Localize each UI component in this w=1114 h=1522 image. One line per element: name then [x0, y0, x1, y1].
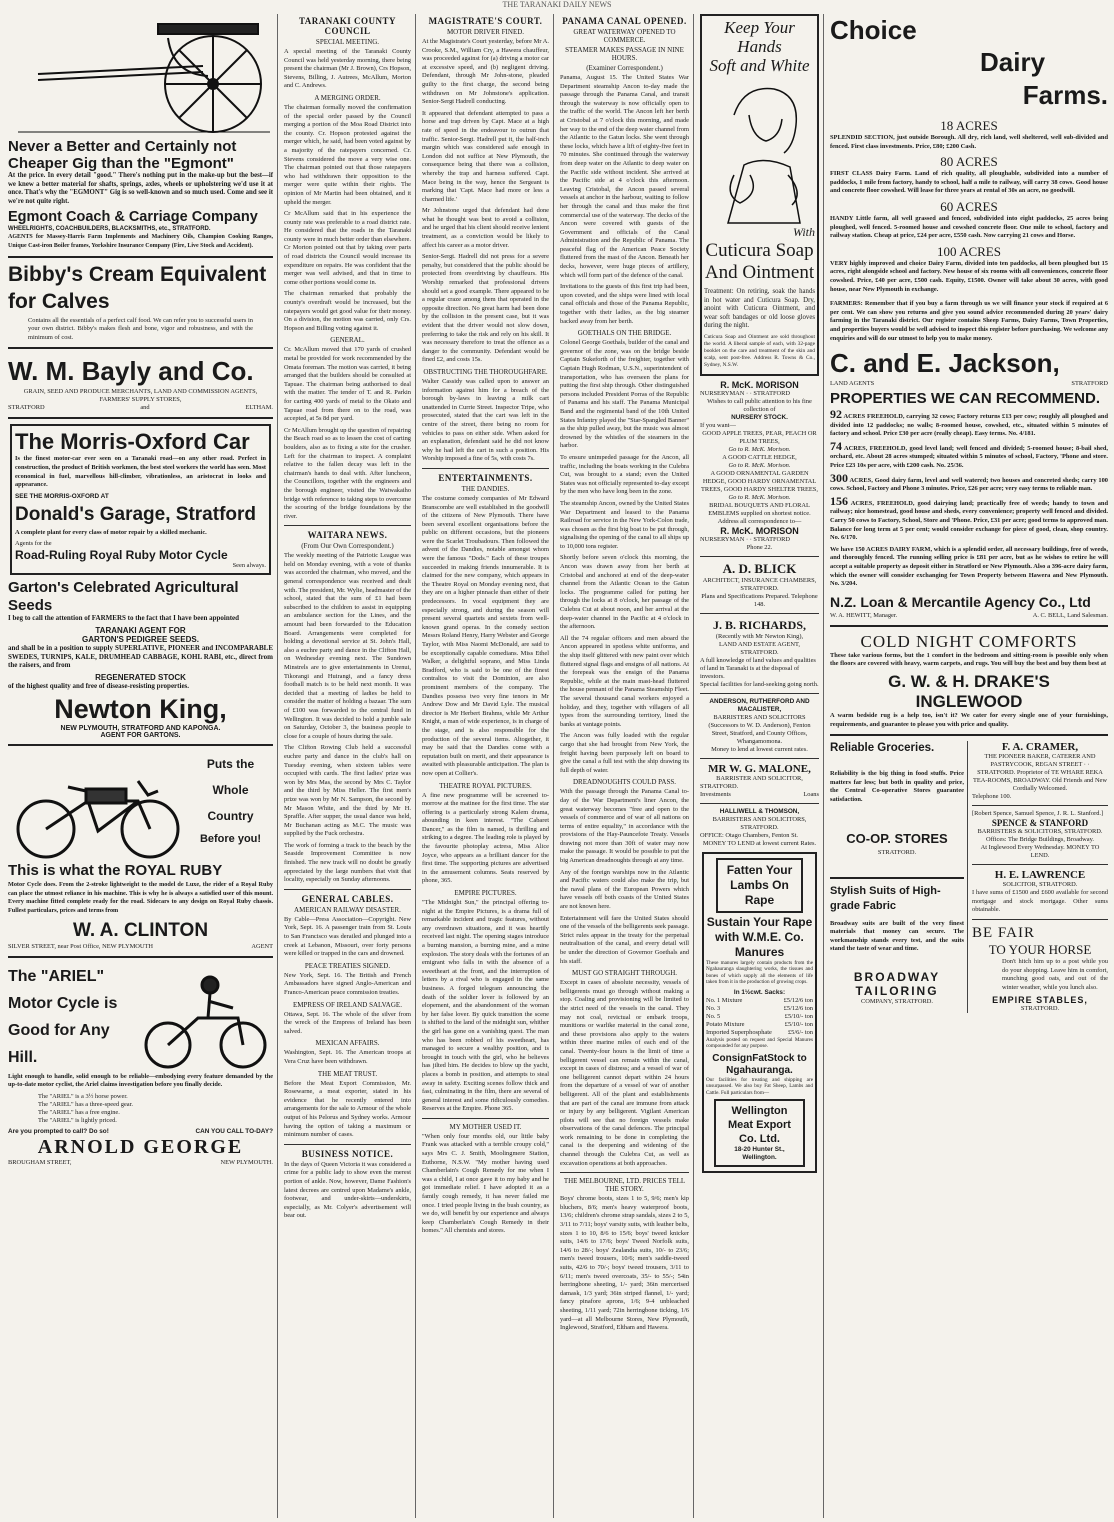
ruby-side-text — [188, 751, 273, 861]
morison-2-role: NURSERYMAN · · STRATFORD — [700, 535, 791, 543]
property-156-text: ACRES, FREEHOLD, good dairying land; practically free of weeds; handy to town and railway; nice homestead, good house and sheds, every convenience; property well fenced and divided. Carry 50 cows to Factory, School, Store and 'Phone. Price, £31 per acre; good terms to approved man. Balance for long term at 5 per cent; would consider exchange for piece of good, clean, shop country. — [830, 499, 1108, 533]
farm-100-head: 100 ACRES — [937, 243, 1001, 259]
morison-1-item-3: A GOOD ORNAMENTAL GARDEN HEDGE, GOOD HARDY ORNAMENTAL TREES, GOOD HARDY SHELTER TREES, — [701, 469, 818, 493]
nz-loan-name-1: W. A. HEWITT, Manager. — [830, 611, 898, 619]
theatre-royal-para: A fine new programme will be screened to-morrow at the matinee for the first time. The star offering is a particularly strong Kalem drama, abounding in keen interest. "The Cabaret Dancer," as the film is named, is thrilling and striking to a degree. The leading role is played by the favourite photoplay actress, Miss Alice Joyce, who appears as a brilliant dancer for the first time. The supporting pictures are advertised in the amusement columns. Seats reserved by phone, 365. — [422, 791, 549, 885]
manure-1-price: £5/12/6 ton — [783, 996, 813, 1004]
property-74-no: No. 25/36. — [936, 462, 964, 470]
peace-treaties-para: New York, Sept. 16. The British and French Ambassadors have signed Anglo-American and Franco-American peace commission treaties. — [284, 971, 411, 996]
lawrence-role: SOLICITOR, STRATFORD. — [1002, 881, 1078, 889]
blick-head: A. D. BLICK — [722, 560, 797, 576]
general-subheading: GENERAL. — [330, 336, 365, 345]
waitara-correspondent: (From Our Own Correspondent.) — [301, 542, 394, 551]
ariel-prompt-row — [8, 1128, 273, 1136]
property-150 — [830, 546, 1108, 589]
suits-headline: Stylish Suits of High-grade Fabric — [830, 884, 941, 912]
column-advertisements-1 — [4, 14, 278, 1518]
cuticura-ad — [700, 14, 819, 376]
cramer-headline: F. A. CRAMER, — [1001, 741, 1079, 754]
cuticura-small: Cuticura Soap and Ointment are sold throughout the world. A liberal sample of each, with 32-page booklet on the care and treatment of the skin and scalp, sent post-free. Address R. Towns & Co., Sydney, N.S.W. — [704, 333, 815, 368]
morison-1-goto-3: Go to R. McK. Morison. — [728, 493, 791, 501]
sustain-line-2: with W.M.E. Co. — [715, 929, 804, 944]
masthead: THE TARANAKI DAILY NEWS — [502, 0, 612, 9]
spence-names: [Robert Spence, Samuel Spence, J. R. L. Stanford.] — [972, 810, 1104, 818]
jackson-role — [830, 380, 1108, 388]
panama-para-5: The steamship Ancon, owned by the United States War Department and leased to the Panama Railroad for service in the New York-Colon trade, was chosen as the first big boat to be put through, signalising the opening of the canal to all ships up to 10,000 tons register. — [560, 499, 689, 550]
empress-salvage-subheading: EMPRESS OF IRELAND SALVAGE. — [293, 1000, 402, 1009]
ariel-body: Light enough to handle, solid enough to be reliable—embodying every feature demanded by the up-to-date motor cyclist, the Ariel claims investigation before you finally decide. — [8, 1072, 273, 1089]
super-row — [706, 1029, 813, 1037]
ariel-prompt: Are you prompted to call? Do so! — [8, 1127, 109, 1135]
property-92-text: ACRES FREEHOLD, carrying 32 cows; Factory returns £13 per cow; roughly all ploughed and divided into 12 paddocks; no walls; 8-roomed house, cowshed, etc., situated within 5 minutes of factory and school. Price £30 per acre (really cheap). Easy terms. — [830, 413, 1109, 438]
special-meeting-subheading: SPECIAL MEETING. — [315, 38, 380, 46]
bayly-town-3: ELTHAM. — [245, 404, 273, 412]
super-price: £5/6/- ton — [787, 1028, 813, 1036]
business-notice-heading: BUSINESS NOTICE. — [301, 1148, 394, 1159]
column-news-magistrates-court — [418, 14, 554, 1518]
bibby-body: Contains all the essentials of a perfect calf food. We can refer you to successful users in your own district. Bibby's makes flesh and bone, vigor and robustness, and with the minimum of cost. — [28, 316, 253, 341]
newton-headline: Newton King, — [54, 694, 227, 725]
melbourne-subheading: THE MELBOURNE, LTD. PRICES TELL THE STORY. — [563, 1177, 686, 1194]
halliwell-money: MONEY TO LEND at lowest current Rates. — [702, 839, 817, 847]
bibby-headline: Bibby's Cream Equivalent — [8, 262, 267, 286]
bottom-left-ads — [830, 741, 968, 1013]
wme-box — [714, 1099, 805, 1167]
horse-headline-1: BE FAIR — [972, 924, 1035, 941]
magistrates-court-heading: MAGISTRATE'S COURT. — [428, 16, 543, 26]
egmont-trades: WHEELRIGHTS, COACHBUILDERS, BLACKSMITHS, etc., STRATFORD. — [8, 226, 211, 233]
county-council-para-4: The chairman remarked that probably the county's overdraft would be increased, but the ratepayers would get good value for their money. On a division, the motion was carried, only Crs. Hopson and Billing voting against it. — [284, 290, 411, 332]
business-notice-para: In the days of Queen Victoria it was considered a crime for a public lady to show even the merest portion of ankle. Now, however, Dame Fashion's latest decrees are centred upon Madame's ankle, footwear, and under-skirts—underskirts, especially, as Mr. Colyer's advertisement will bear out. — [284, 1160, 411, 1220]
fatten-line-2: Lambs On — [730, 877, 789, 892]
county-council-para-1: A special meeting of the Taranaki County Council was held yesterday morning, there being present the chairman (Mr J. Brown), Crs Hopson, Stevens, Billing, J. Autrees, McAllum, Morton and C. Andrews. — [284, 48, 411, 90]
egmont-company: Egmont Coach & Carriage Company — [8, 209, 258, 226]
garton-body-2: and shall be in a position to supply SUPERLATIVE, PIONEER and INCOMPARABLE SWEDES, TURNIPS, KALE, DRUMHEAD CABBAGE, KOHL RABI, etc., direct from the raisers, and from — [8, 643, 273, 670]
malone-head: MR W. G. MALONE, — [708, 762, 811, 775]
panama-para-3: Colonel George Goethals, builder of the canal and governor of the zone, was on the bridge beside Captain Sukeforth of the freighter, together with Captain Hugh Rodman, U.S.N., superintendent of transportation, who has overseen the plans for putting the first ship through. Other distinguished persons included President Porras of the Republic of Panama and his staff. The Panama Municipal Band and the regimental band of the 10th United States Infantry played the "Star-Spangled Banner" as the ship pulled away, but the music was almost drowned by the whistles of the steamers in the harbor. — [560, 339, 689, 450]
morison-1-role: NURSERYMAN · · STRATFORD — [700, 389, 791, 397]
anderson-role: BARRISTERS AND SOLICITORS (Successors to W. D. Anderson), Fenton Street, Stratford, and County Offices, Whangamomona. — [708, 713, 811, 745]
ariel-item-1: The "ARIEL" is a 3½ horse power. — [38, 1092, 128, 1100]
sustain-analysis: Analysis posted on request and Special Manures compounded for any purpose. — [706, 1036, 813, 1050]
manure-4-name: Potato Mixture — [706, 1020, 745, 1028]
bottom-ads — [830, 741, 1108, 1013]
morison-1-goto-1: Go to R. McK. Morison. — [728, 445, 791, 453]
panama-para-1: Panama, August 15. The United States War Department steamship Ancon to-day made the passage through the Panama Canal, and transit through the waterway is now officially open to the traffic of the world. The Ancon left her berth at Cristobal at 7 o'clock this morning, and made her way to the end of the deep water channel from the Atlantic to the Gatun locks. She went through these locks, which have a lift of eighty-five feet in 70 minutes. She continued through the waterway from deep water on the Atlantic to deep water on the Pacific side without incident. She arrived at the Pacific side at 4 o'clock this afternoon. Leaving Cristobal, the Ancon passed several vessels at anchor in the harbour, waiting to follow her through the canal and thus make the first commercial use of the waterway. The decks of the Ancon were covered with guests of the Government and officials of the Canal Administration and the Republic of Panama. The peaceful flag of the American Peace Society fluttered from the mast of the Ancon. Beneath her decks, however, were huge pieces of artillery, which will form part of the defence of the canal. — [560, 74, 689, 279]
ariel-item-2: The "ARIEL" has a three-speed gear. — [38, 1100, 134, 1108]
panama-correspondent: (Examiner Correspondent.) — [586, 64, 663, 72]
obstructing-subheading: OBSTRUCTING THE THOROUGHFARE. — [423, 367, 548, 376]
drake-headline: G. W. & H. DRAKE'S — [888, 671, 1050, 691]
morison-1-item-2: A GOOD CATTLE HEDGE, — [722, 453, 797, 461]
ruby-side-4: Before you! — [199, 833, 262, 846]
property-92-acres: 92 — [830, 407, 842, 422]
reliable-body: Reliability is the big thing in food stuffs. Price matters far less; but both in quality and price, the Central Co-operative Stores guarantee satisfaction. — [830, 770, 964, 803]
morison-1-head: R. McK. MORISON — [720, 379, 799, 390]
morris-oxford-ad — [10, 424, 271, 575]
property-74 — [830, 438, 1108, 471]
gig-illustration — [8, 14, 274, 138]
newton-towns: NEW PLYMOUTH, STRATFORD AND KAPONGA. — [60, 725, 221, 733]
sustain-sacks: In 1½cwt. Sacks: — [733, 988, 786, 996]
lawrence-headline: H. E. LAWRENCE — [994, 869, 1086, 882]
theatre-royal-subheading: THEATRE ROYAL PICTURES. — [439, 781, 532, 790]
dairy-headline: Dairy — [980, 47, 1046, 77]
wme-line-3: Co. Ltd. — [739, 1133, 780, 1146]
dreadnoughts-subheading: DREADNOUGHTS COULD PASS. — [572, 778, 676, 787]
suits-body: Broadway suits are built of the very finest materials that money can secure. The workmanship stands every test, and the suits stand the taste of wear and time. — [830, 919, 964, 953]
morison-2-phone: Phone 22. — [746, 543, 773, 551]
arnold-address — [8, 1159, 273, 1167]
sustain-line-1: Sustain Your Rape — [706, 914, 813, 929]
ariel-call: CAN YOU CALL TO-DAY? — [195, 1127, 273, 1135]
panama-subheading-1: GREAT WATERWAY OPENED TO COMMERCE. — [573, 28, 676, 44]
manure-row-2 — [706, 1005, 813, 1013]
horse-headline-2: TO YOUR HORSE — [988, 941, 1092, 957]
panama-para-7: All the 74 regular officers and men aboard the Ancon appeared in spotless white uniforms, and the ship itself glittered with new paint over which fluttered signal flags and ensigns of all nations. At the forepeak was the ensign of the Panama Republic, while at the main mast-head fluttered the house pennant of the Panama Steamship Fleet. The several thousand canal workers enjoyed a holiday, and they, together with villagers of all types from the surrounding territory, lined the banks at vantage points. — [560, 634, 689, 728]
clinton-addr: SILVER STREET, near Post Office, NEW PLYMOUTH — [8, 942, 154, 950]
county-council-para-6: Cr McAllum brought up the question of repairing the Beach road so as to lessen the cost of carting boulders, also as to fixing a site for the crusher. Left for the chairman to inspect. A complaint relative to the fallen decay was left in the chairman's hands to deal with. After luncheon, the Councillors, together with the engineers and the borough engineer, visited the Waiwakaiho bridge with reference to taking steps to overcome the scouring of the bridge foundations by the river. — [284, 426, 411, 520]
property-300 — [830, 470, 1108, 494]
reliable-headline: Reliable Groceries. — [830, 742, 935, 755]
property-156 — [830, 493, 1108, 543]
column-advertisements-2 — [696, 14, 824, 1518]
blick-role: ARCHITECT, INSURANCE CHAMBERS, STRATFORD. — [702, 576, 817, 592]
drake-body: A warm bedside rug is a help too, isn't it? We cater for every single one of your furnishings, requirements, and guarantee to please you with price and quality. — [830, 711, 1108, 728]
cuticura-headline-1: Keep Your Hands — [724, 18, 795, 56]
panama-heading: PANAMA CANAL OPENED. — [562, 16, 687, 26]
richards-head: J. B. RICHARDS, — [712, 617, 806, 632]
court-para-4: Senior-Sergt. Hadrell did not press for a severe penalty, but considered that the public should be protected from overdriving by chauffeurs. His Worship remarked that professional drivers should set a good example. There appeared to be a regular craze among them that operated in the opposite direction. No great harm had been done by the collision in the present case, but it was evident that the driver would not slow down, preferring to take the risk and rely on his skill. It was necessary therefore to treat the offence as a danger to the community. Defendant would be fined £2, and costs 15s. — [422, 253, 549, 364]
broadway-headline: BROADWAY TAILORING — [853, 969, 941, 998]
garton-pedigree: GARTON'S PEDIGREE SEEDS. — [82, 634, 199, 644]
jackson-role-2: STRATFORD — [1071, 380, 1108, 388]
jackson-headline: C. and E. Jackson, — [830, 348, 1060, 379]
ariel-item-3: The "ARIEL" has a free engine. — [38, 1108, 120, 1116]
donald-body: A complete plant for every class of motor repair by a skilled mechanic. — [15, 528, 207, 536]
fatten-line-1: Fatten Your — [726, 862, 793, 877]
richards-sub: (Recently with Mr Newton King), — [715, 632, 804, 640]
mexican-affairs-subheading: MEXICAN AFFAIRS. — [315, 1039, 380, 1048]
mexican-affairs-para: Washington, Sept. 16. The American troops at Vera Cruz have been withdrawn. — [284, 1049, 411, 1065]
goethals-subheading: GOETHALS ON THE BRIDGE. — [577, 329, 672, 338]
newton-agent: AGENT FOR GARTONS. — [100, 732, 181, 740]
morison-1-body: Wishes to call public attention to his fine collection of — [707, 397, 812, 413]
property-92 — [830, 407, 1109, 439]
clinton-headline: W. A. CLINTON — [72, 919, 209, 941]
ariel-head-3: Good for Any — [8, 1021, 110, 1039]
cramer-phone: Telephone 100. — [972, 793, 1012, 801]
panama-para-4: To ensure unimpeded passage for the Ancon, all traffic, including the boats working in the Culebra Cut, was brought to a stand; even the United States was not officially represented to-day except by the men who have long been in the zone. — [560, 453, 689, 496]
farm-18-head: 18 ACRES — [940, 118, 998, 133]
waitara-news-heading: WAITARA NEWS. — [307, 530, 388, 541]
arnold-street: BROUGHAM STREET, — [8, 1158, 72, 1166]
consign-body: Our facilities for treating and shipping are unsurpassed. We also buy Fat Sheep, Lambs and Cattle. Full particulars from— — [706, 1076, 813, 1096]
malone-inv-2: Loans — [803, 790, 819, 798]
waitara-para-1: The weekly meeting of the Patriotic League was held on Monday evening, with a vote of thanks was accorded the chairman, who moved, and the general correspondence was received and dealt with. The president, Mr. Wylie, headmaster of the school, stated that the sum of £1 had been subscribed to the children to assist in equipping an ambulance section for the Lines, and the amount had been forwarded to the Education Board. Arrangements were completed for holding a devotional service at St. John's Hall, also a euchre party and dance in the Clifton Hall, on Wednesday evening next. The Sundown Minstrels are to give entertainments in Urenui, Tikorangi and Huirangi, and a fancy dress football match is to be held next month. It was decided that a meeting of ladies be held to consider the matter of holding a bazaar. The sum of £100 was forwarded to the central fund in Wellington. It was decided to hold a jumble sale on Saturday, October 3, the business people to close for a couple of hours during the sale. — [284, 552, 411, 740]
panama-para-8: The Ancon was fully loaded with the regular cargo that she had brought from New York, the freight having been purposely left on board to give the canal a full test with the ship drawing its full depth of water. — [560, 732, 689, 774]
manure-1-name: No. 1 Mixture — [706, 996, 743, 1004]
merging-order-subheading: A MERGING ORDER. — [314, 93, 381, 102]
anderson-money: Money to lend at lowest current rates. — [711, 745, 808, 753]
bayly-body: GRAIN, SEED AND PRODUCE MERCHANTS, LAND AND COMMISSION AGENTS, FARMERS' SUPPLY STORES, — [23, 388, 258, 404]
farms-headline: Farms. — [1022, 80, 1108, 110]
wme-line-1: Wellington — [731, 1105, 788, 1118]
stables-headline: EMPIRE STABLES, — [992, 995, 1088, 1006]
cramer-body: THE PIONEER BAKER, CATERER AND PASTRYCOOK, REGAN STREET · · STRATFORD. Proprietor of TE WHARE REKA TEA-ROOMS, BROADWAY. Old Friends and New Cordially Welcomed. — [972, 753, 1108, 793]
cold-body: These take various forms, but the 1 comfort in the bedroom and sitting-room is possible only when the floors are covered with heavy, warm carpets, and rugs. You will buy the best and buy them best at — [830, 651, 1108, 668]
ruby-side-1: Puts the — [206, 757, 255, 772]
wme-addr: 18-20 Hunter St., Wellington. — [734, 1146, 785, 1162]
manure-row-1 — [706, 997, 813, 1005]
farm-80-body: FIRST CLASS Dairy Farm. Land of rich quality, all ploughable, subdivided into a number of paddocks, 1 mile from factory, handy to school, half a mile to railway, will carry 38 cows. Good house and concrete floor cowshed. Will lease for three years at rental of 30s an acre, no goodwill. — [830, 170, 1108, 195]
donald-ruby: Road-Ruling Royal Ruby Motor Cycle — [15, 548, 228, 563]
clinton-row — [8, 943, 273, 951]
super-name: Imported Superphosphate — [706, 1028, 772, 1036]
county-council-para-5: Cr. McAllum moved that 170 yards of crushed metal be provided for work recommended by the Omata foreman. The motion was carried, it being arranged that the builders should be consulted at Tapuae. The chairman being authorised to deal with the matter. The tender of T. and R. Parkin for carting 400 yards of metal to the Okato and Tapuae road from there on to the road, was accepted, at 5s 8d per yard. — [284, 346, 411, 423]
ruby-side-3: Country — [207, 809, 254, 824]
coop-town: STRATFORD. — [877, 848, 917, 856]
broadway-town: COMPANY, STRATFORD. — [861, 997, 933, 1005]
coop-headline: CO-OP. STORES — [846, 830, 948, 846]
garton-quality: of the highest quality and free of disease-resisting properties. — [8, 681, 190, 690]
column-advertisements-3 — [826, 14, 1112, 1518]
halliwell-office: OFFICE: Otago Chambers, Fenton St. — [700, 831, 798, 839]
panama-para-12: Except in cases of absolute necessity, vessels of belligerents must go through without making a stop. Coaling and provisioning will be limited to the strict need of the vessels in the canal. They may not coal, revictual or embark troops, munitions or warlike material in the canal zone, and these provisions also apply to the waters within three marine miles of each end of the canal. Twenty-four hours is the limit of time a belligerent vessel can remain within the canal, except in cases of distress; and a vessel of war of one belligerent cannot depart within 24 hours from the departure of a vessel of war of another belligerent. All of the plant and establishments that are part of the canal are immune from attack or injury by any belligerent. Vigilant American pilots will see that no foreign vessels make observations of the canal defences. The principal work remaining to be done in completing the canal is the deepening and widening of the channel through the Culebra Cut, as well as excavation operations at both approaches. — [560, 979, 689, 1167]
bibby-headline-2: for Calves — [8, 289, 110, 313]
spence-role: BARRISTERS & SOLICITORS, STRATFORD. — [977, 828, 1103, 836]
panama-subheading-2: STEAMER MAKES PASSAGE IN NINE HOURS. — [565, 46, 684, 62]
straight-through-subheading: MUST GO STRAIGHT THROUGH. — [571, 969, 677, 978]
morris-body: Is the finest motor-car ever seen on a Taranaki road—on any other road. Perfect in construction, the product of British workmen, the best steel workers the world has seen. Most economical in fuel, marvellous hill-climber, vibrationless, an aristocrat in looks and appearance. — [15, 455, 266, 489]
empress-salvage-para: Ottawa, Sept. 16. The whole of the silver from the wreck of the Empress of Ireland has been salved. — [284, 1010, 411, 1035]
clinton-agent: AGENT — [251, 942, 273, 950]
stables-town: STRATFORD. — [1020, 1005, 1060, 1013]
woman-illustration — [704, 75, 822, 225]
drake-town: INGLEWOOD — [915, 691, 1023, 711]
empire-pictures-para: "The Midnight Sun," the principal offering to-night at the Empire Pictures, is a drama full of remarkable incident and tragic features, without any overdrawn situations, and it was heartily received last night. The opening stages introduce a burning mansion, a burning mine, and a mine explosion. The story deals with the fortunes of an emigrant who falls in with the absence of a sweetheart at the front, and the interruption of letters by a rival who is engaged in the same business. A forged telegram announcing the death of the soldier lover is followed by an elopement, and the abandonment of the woman by her false lover. By quick transition the scene is shifted to the land of the midnight sun, whither the girl has gone on a vanishing quest. The man who has been robbed of his sweetheart, has managed to secure a wealthy position, and is brought in touch with the girl, who he believes has jilted him. He decides to blow up the yacht, places a bomb in position, and attempts to steal away in safety. Exciting scenes follow thick and fast, culminating in the film, there are several of general interest and some ridiculously comedies. Reserves at the Empire. Phone 365. — [422, 899, 549, 1113]
spence-inglewood: At Inglewood Every Wednesday. MONEY TO LEND. — [980, 844, 1100, 860]
nz-loan-headline: N.Z. Loan & Mercantile Agency Co., Ltd — [830, 593, 1091, 610]
morison-1-stock: NURSERY STOCK. — [731, 413, 788, 421]
nz-loan-name-2: A. C. BELL, Land Salesman. — [1032, 611, 1108, 619]
ariel-head-4: Hill. — [8, 1048, 38, 1066]
my-mother-subheading: MY MOTHER USED IT. — [449, 1122, 522, 1131]
farm-100-body: VERY highly improved and choice Dairy Farm, divided into ten paddocks, all been ploughed but 15 acres, right alongside school and factory. New house of six rooms with all conveniences, concrete floor cowshed. Price, £40 per acre, £500 cash. Equity, £1500. Owner will take about 30 acres, with good house, near New Plymouth in exchange. — [830, 259, 1108, 293]
court-para-5: Walter Cassidy was called upon to answer an information against him for a breach of the borough by-laws in leaving a milk cart unattended in Currie Street. Inspector Tripe, who prosecuted, stated that the cart was left in the centre of the street, there being no room for vehicles to pass on either side. When asked for an explanation, defendant said he did not know why he had left the cart in such a position. His Worship imposed a fine of 5s, with costs 7s. — [422, 377, 549, 463]
county-council-para-3: Cr McAllum said that in his experience the county rate was preferable to a road district rate. He considered that the roads in the Taranaki county were in much better order than elsewhere. Cr Morton pointed out that by taking over parts of road districts the Council would increase its expenditure on repairs. He was confident that the merger was well advised, and that in time to come other portions would come in. — [284, 210, 411, 286]
panama-para-2: Invitations to the guests of this first trip had been, upon coveted, and the ships were lined with local canal officials and those of the Panama Republic, together with their ladies, as the big steamer backed away from her berth. — [560, 283, 689, 325]
bayly-town-2: and — [140, 404, 150, 412]
waitara-para-2: The Clifton Rowing Club held a successful euchre party and dance in the club's hall on Tuesday evening, when sixteen tables were occupied with cards. The first ladies' prize was won by Mrs Mas, the second by Mrs C. Taylor and the third by Miss Heller. The first men's prize was won by Mr N. Sampson, the second by Mr Mason White, and the third by Mr H. Spraffle. After supper, the usual dance was held, Mr Buchanan acting as M.C. The music was supplied by the Fuck orchestra. — [284, 744, 411, 838]
manure-row-3 — [706, 1013, 813, 1021]
morison-1-goto-2: Go to R. McK. Morison. — [728, 461, 791, 469]
ariel-ad — [8, 963, 273, 1073]
court-para-3: Mr Johnstone urged that defendant had done what he thought was best to avoid a collision, and he urged that his client should receive lenient treatment, as a conviction would be likely to affect his career as a motor driver. — [422, 207, 549, 249]
richards-body: A full knowledge of land values and qualities of land in Taranaki is at the disposal of investors. — [700, 656, 816, 680]
garton-headline-2: Seeds — [8, 597, 53, 615]
wme-line-2: Meat Export — [728, 1119, 791, 1132]
lawrence-body: I have sums of £1500 and £600 available for second mortgage and stock mortgage. Other sums obtainable. — [972, 889, 1108, 914]
court-para-1: At the Magistrate's Court yesterday, before Mr A. Crooke, S.M., William Cry, a Hawera chauffeur, was proceeded against for (a) driving a motor car at excessive speed, and (b) negligent driving. Defendant, through Mr John-stone, pleaded guilty to the first charge, the second being withdrawn on Mr Johnstone's application. Senior-Sergt Hadrell conducting. — [422, 38, 549, 106]
morris-headline: The Morris-Oxford Car — [15, 429, 250, 455]
property-300-text: ACRES, Good dairy farm, level and well watered; two houses and concreted sheds; carry 100 cows. School, Factory and Phone 3 minutes. Price, £26 per acre; very easy terms to reliable man. — [830, 476, 1108, 493]
egmont-agents: AGENTS for Massey-Harris Farm Implements and Machinery Oils, Champion Cooking Ranges, Unique Cast-iron Boiler frames, Yorkshire Insurance Company (Fire, Live Stock and Accident). — [8, 234, 273, 249]
egmont-body: At the price. In every detail "good." There's nothing put in the make-up but the best—if we knew a better material for shafts, springs, axles, wheels or upholstering we'd use it at once. That's why the "EGMONT" Gig is so well-known and so much used. Come and see it we're not quite right. — [8, 172, 273, 205]
ruby-body: Motor Cycle does. From the 2-stroke lightweight to the model de Luxe, the rider of a Royal Ruby can place the utmost reliance in his machine. This is why he is always a satisfied user of this mount. Every machine fitted complete ready for the road. Sidecars to any design on Royal Ruby chassis. Fullest particulars, prices and terms from — [8, 881, 273, 915]
panama-para-11: Entertainment will fare the United States should one of the vessels of the belligerents seek passage. Strict rules appear in the treaty for the perpetual neutralisation of the canal, and every detail will be under the direction of Governor Goethals and his staff. — [560, 914, 690, 965]
property-156-no: No. 6/170. — [830, 534, 858, 542]
richards-special: Special facilities for land-seeking going north. — [700, 680, 819, 688]
donald-agents: Agents for the — [15, 540, 52, 548]
malone-role: BARRISTER AND SOLICITOR, — [716, 774, 803, 782]
manure-3-price: £5/10/- ton — [784, 1012, 813, 1020]
egmont-headline: Never a Better and Certainly not Cheaper Gig than the "Egmont" — [8, 138, 237, 172]
morison-1-item-1: GOOD APPLE TREES, PEAR, PEACH OR PLUM TREES, — [702, 429, 817, 445]
donald-always: Seen always. — [232, 562, 266, 570]
cuticura-with: With — [792, 225, 815, 239]
entertainments-heading: ENTERTAINMENTS. — [438, 472, 533, 483]
motor-driver-fined-subheading: MOTOR DRIVER FINED. — [446, 28, 525, 36]
recommend-headline: PROPERTIES WE CAN RECOMMEND. — [830, 390, 1101, 408]
malone-inv-1: Investments — [700, 790, 731, 798]
railway-disaster-subheading: AMERICAN RAILWAY DISASTER. — [294, 905, 401, 914]
spence-office: Offices: The Bridge Buildings, Broadway. — [986, 836, 1094, 844]
sustain-body: These manures largely contain products from the Ngahauranga slaughtering works, the tissues and bones of which supply all the elements of life taken from it in the production of growing crops. — [706, 959, 813, 986]
wme-ad — [702, 852, 817, 1174]
dandies-para: The costume comedy companies of Mr Edward Branscombe are well established in the goodwill of the citizens of New Plymouth. There have been several excellent organisations before the public on different occasions, but the pioneers were the Scarlet Troubadours. Then followed the advent of the Dandies, notable amongst whom were the famous "Dods." Each of these troupes succeeded in making friends innumerable. It is claimed for the new company, which appears in the Theatre Royal on Monday evening next, that they are on a higher pinnacle than either of their predecessors. In vocal equipment they are especially strong, and during the season will present several quartets and sextets from well-known grand operas. In the comedy section Messrs Roland Henry, Harry Webster and George Taylor, with Miss Naomi McDonald, are said to be exceptionally capable comedians. Miss Ethel Walker, a delightful soprano, and Miss Linda Bradford, who is said to be one of the finest contraltos to visit the Dominion, are also prominent members of the company. The Dandies possess two very fine tenors in Mr Andrew Dow and Mr David Lyle. The musical director is Mr Herbert Brahms, while Mr Arthur Knight, a man of wide experience, is in charge of the stage, and is also responsible for the production of the several items. Altogether, it may be said that the Dandies come with a reputation built on merit, and their appearance is awaited with pleasurable anticipation. The plan is now open at Collier's. — [422, 494, 549, 777]
farmers-body: FARMERS: Remember that if you buy a farm through us we will finance your stock if required at 6 per cent. We can show you returns and give you sound advice recommended during 20 years' dairy farming in the Taranaki district. Our register contains Sheep Farms, Dairy Farms, Town Properties, and properties buyers would be well advised to inspect this register before purchasing. We welcome any enquiries and will do our utmost to help you to make money. — [830, 300, 1108, 342]
morison-1-want: If you want— — [700, 421, 736, 429]
column-news-panama — [556, 14, 694, 1518]
garton-headline: Garton's Celebrated Agricultural — [8, 579, 239, 597]
horse-body: Don't hitch him up to a post while you do your shopping. Leave him in comfort, munching good oats, and out of the winter weather, while you lunch also. — [1002, 957, 1108, 991]
meat-trust-para: Before the Meat Export Commission, Mr. Rosewarne, a meat exporter, stated in his evidence that he recently entered into arrangements for the sale to Armour of the whole output of his Pelorus and Sydney works. Armour having the option of taking a maximum or minimum number of cases. — [284, 1079, 411, 1139]
county-council-para-2: The chairman formally moved the confirmation of the special order passed by the Council merging a portion of the Moa Road District into the county. Cr. Hopson protested against the merger which, he said, had been voted against by a majority of the ratepayers concerned. Cr. Stevens considered the move a very wise one. The chairman pointed out that those ratepayers who had withdrawn their opposition to the merger were quite within their rights. The opinion of Mr Martin had been obtained, and it upheld the merger. — [284, 103, 411, 206]
richards-role: LAND AND ESTATE AGENT, STRATFORD. — [718, 640, 801, 656]
manure-2-price: £5/12/6 ton — [783, 1004, 813, 1012]
bayly-town-1: STRATFORD — [8, 404, 45, 412]
peace-treaties-subheading: PEACE TREATIES SIGNED. — [304, 961, 391, 970]
anderson-head: ANDERSON, RUTHERFORD AND MACALISTER, — [709, 697, 810, 713]
sustain-line-3: Manures — [734, 944, 785, 959]
fatten-box — [716, 858, 803, 913]
manure-4-price: £5/10/- ton — [784, 1020, 813, 1028]
jackson-role-1: LAND AGENTS — [830, 380, 875, 388]
property-74-acres: 74 — [830, 438, 842, 453]
garton-body-1: I beg to call the attention of FARMERS to the fact that I have been appointed — [8, 614, 240, 623]
fatten-line-3: Rape — [744, 892, 775, 907]
manure-3-name: No. 5 — [706, 1012, 721, 1020]
cuticura-soap: Cuticura Soap — [705, 240, 814, 261]
donald-headline: Donald's Garage, Stratford — [15, 503, 257, 525]
county-council-heading: TARANAKI COUNTY COUNCIL — [298, 16, 397, 36]
property-156-acres: 156 — [830, 493, 848, 508]
cuticura-body: Treatment: On retiring, soak the hands in hot water and Cuticura Soap. Dry, anoint with Cuticura Ointment, and wear soft bandages or old loose gloves during the night. — [704, 288, 815, 330]
panama-para-6: Shortly before seven o'clock this morning, the Ancon was drawn away from her berth at Cristobal and anchored at end of the deep-water channel from the Atlantic Ocean to the Gatun locks. The programme called for putting her through the locks at 8 o'clock, her passage of the Culebra Cut at about noon, and her arrival at the deep-water channel in the Pacific at 4 o'clock in the afternoon. — [560, 554, 689, 631]
arnold-headline: ARNOLD GEORGE — [37, 1135, 244, 1158]
empire-pictures-subheading: EMPIRE PICTURES. — [454, 889, 517, 898]
farm-18-body: SPLENDID SECTION, just outside Borough. All dry, rich land, well sheltered, well sub-divided and fenced. First class investments. Price, £80; £200 Cash. — [830, 134, 1108, 150]
nz-loan-names — [830, 612, 1108, 620]
choice-headline: Choice — [830, 15, 917, 45]
my-mother-para: "When only four months old, our little baby Frank was attacked with a terrible croupy cold," says Mrs C. J. Smith, Moolingmere Station, Euthorne, N.S.W. "My mother having used Chamberlain's Cough Remedy for me when I was a child, I at once gave it to my baby and he got immediate relief. I have adopted it as a family cough remedy, it has never failed me once. I tried people living in the bush country, as we do, will benefit by our experience and always keep Chamberlain's Cough Remedy in their homes." All chemists and stores. — [422, 1132, 549, 1235]
waitara-para-3: The work of forming a track to the beach by the Seaside Improvement Committee is now finished. The new track will no doubt be greatly appreciated by the large numbers that visit that locality, especially on Sunday afternoons. — [284, 841, 411, 884]
garton-agent: TARANAKI AGENT FOR — [95, 625, 186, 635]
blick-body: Plans and Specifications Prepared. Telephone 148. — [701, 592, 818, 608]
farm-60-head: 60 ACRES — [940, 198, 998, 214]
cuticura-ointment: And Ointment — [704, 262, 815, 283]
malone-inv — [700, 791, 819, 799]
property-92-no: No. 4/181. — [1008, 430, 1036, 438]
farm-80-head: 80 ACRES — [940, 154, 998, 170]
property-150-no: No. 3/204. — [830, 580, 858, 588]
property-150-text: We have 150 ACRES DAIRY FARM, which is a splendid order, all necessary buildings, free of weeds, and thoroughly fenced. The running selling price is £81 per acre, but as he wishes to retire he will accept a suitable property as deposit either in Stratford or New Plymouth. Also a 396-acre dairy farm, which the owner will consider exchanging for Town Property between Hawera and New Plymouth. — [830, 545, 1108, 579]
dandies-subheading: THE DANDIES. — [461, 484, 510, 493]
property-74-text: ACRES, FREEHOLD, good level land; well fenced and divided; 5-roomed house; 8-bail shed, orchard, etc. About 28 acres stumped; situated within 5 minutes of school, Factory, 'Phone and store. Price £23 10s per acre, with £200 cash. — [830, 444, 1108, 470]
ariel-item-4: The "ARIEL" is lightly priced. — [38, 1116, 117, 1124]
ariel-head-2: Motor Cycle is — [8, 994, 118, 1012]
bayly-towns — [8, 404, 273, 412]
ariel-rider-illustration — [138, 963, 268, 1073]
panama-para-9: With the passage through the Panama Canal to-day of the War Department's liner Ancon, the great waterway becomes "free and open to the vessels of commerce and of war of all nations on terms of entire equality," in accordance with the provisions of the Hay-Pauncefote Treaty. Vessels drawing not more than 30ft of water may now make the passage. It would be possible to put the big American dreadnoughts through at any time. — [560, 788, 689, 865]
court-para-2: It appeared that defendant attempted to pass a horse and trap driven by Capt. Mace at a high rate of speed in the endeavour to outrun that traffic. Senior-Sergt. Hadrell put it, the half-inch margin which was considered safe enough in London did not suffice at New Plymouth, the consequence being that there was a collision, whereby the trap and harness suffered. Capt. Mace being in the way, hence the Sergeant is marking that 'Capt. Mace had more or less a charmed life.' — [422, 109, 549, 203]
bayly-headline: W. M. Bayly and Co. — [8, 356, 254, 387]
ariel-headline — [8, 963, 138, 1073]
railway-disaster-para: By Cable—Press Association—Copyright. New York, Sept. 16. A passenger train from St. Louis to San Francisco was derailed and plunged into a creek at Lebanon, Missouri, over forty persons were killed or trapped in the cars and drowned. — [284, 915, 411, 958]
cold-headline: COLD NIGHT COMFORTS — [860, 631, 1078, 651]
halliwell-role: BARRISTERS AND SOLICITORS, STRATFORD. — [712, 815, 807, 831]
panama-para-10: Any of the foreign warships now in the Atlantic and Pacific waters could also make the trip, but the naval plans of the European Powers which have vessels off both coasts of the United States are not known here. — [560, 868, 689, 911]
melbourne-para: Boys' chrome boots, sizes 1 to 5, 9/6; men's kip bluchers, 8/6; men's heavy waterproof boots, 13/6; children's chrome strap sandals, sizes 2 to 5, 3/11 to 7/11; boys' varsity suits, with leather belts, sizes 1 to 10, 8/6 to 15/6; boys' tweed knicker suits, 14/6 to 17/6; boys' Tweed Norfolk suits, 14/6 to 28/-; boys' Zealandia suits, 10/- to 23/6; men's tweed trousers, 10/6; men's saddle-tweed suits, 42/6 to 70/-; boys' tweed trousers, 3/11 to 6/11; men's tweed overcoats, 35/- to 55/-; 54in herringbone sheeting, 1/- yard; 36in mercerised damask, 1/3 yard; 36in striped flannel, 1/- yard; fancy pinafore aprons, 1/6; 9-4 unbleached sheeting, 1/11 yard; 72in herringbone ticking, 1/6 yard—at all Melbourne Stores, New Plymouth, Inglewood, Stratford, Eltham and Hawera. — [560, 1195, 689, 1332]
morison-2-head: R. McK. MORISON — [720, 525, 799, 536]
malone-town: STRATFORD. — [700, 782, 739, 790]
manure-2-name: No. 3 — [706, 1004, 721, 1012]
spence-headline: SPENCE & STANFORD — [991, 818, 1089, 829]
consign-head: ConsignFatStock to Ngahauranga. — [712, 1052, 807, 1076]
halliwell-head: HALLIWELL & THOMSON, — [719, 807, 800, 815]
manure-row-4 — [706, 1021, 813, 1029]
bottom-right-ads — [972, 741, 1108, 1013]
column-news-county-council — [280, 14, 416, 1518]
meat-trust-subheading: THE MEAT TRUST. — [317, 1069, 378, 1078]
ruby-ad — [8, 751, 273, 861]
cuticura-headline-2: Soft and White — [709, 56, 810, 75]
garton-regen: REGENERATED STOCK — [95, 672, 186, 682]
arnold-town: NEW PLYMOUTH. — [220, 1158, 273, 1166]
ruby-side-2: Whole — [212, 783, 249, 798]
motorcycle-illustration — [8, 751, 188, 861]
general-cables-heading: GENERAL CABLES. — [301, 893, 394, 904]
morison-1-bridal: BRIDAL BOUQUETS AND FLORAL EMBLEMS supplied on shortest notice. Address all correspondence to— — [708, 501, 811, 525]
morris-see: SEE THE MORRIS-OXFORD AT — [15, 492, 109, 500]
ruby-headline: This is what the ROYAL RUBY — [8, 862, 223, 880]
property-300-acres: 300 — [830, 470, 848, 485]
ariel-head-1: The "ARIEL" — [8, 967, 105, 985]
farm-60-body: HANDY Little farm, all well grassed and fenced, subdivided into eight paddocks, 25 acres being ploughed, well fenced. 5-roomed house and cowshed concrete floor. One mile to school, factory and railway station. Cheap at price, £24 per acre, £550 cash. Now carrying 21 cows and Horse. — [830, 214, 1108, 240]
